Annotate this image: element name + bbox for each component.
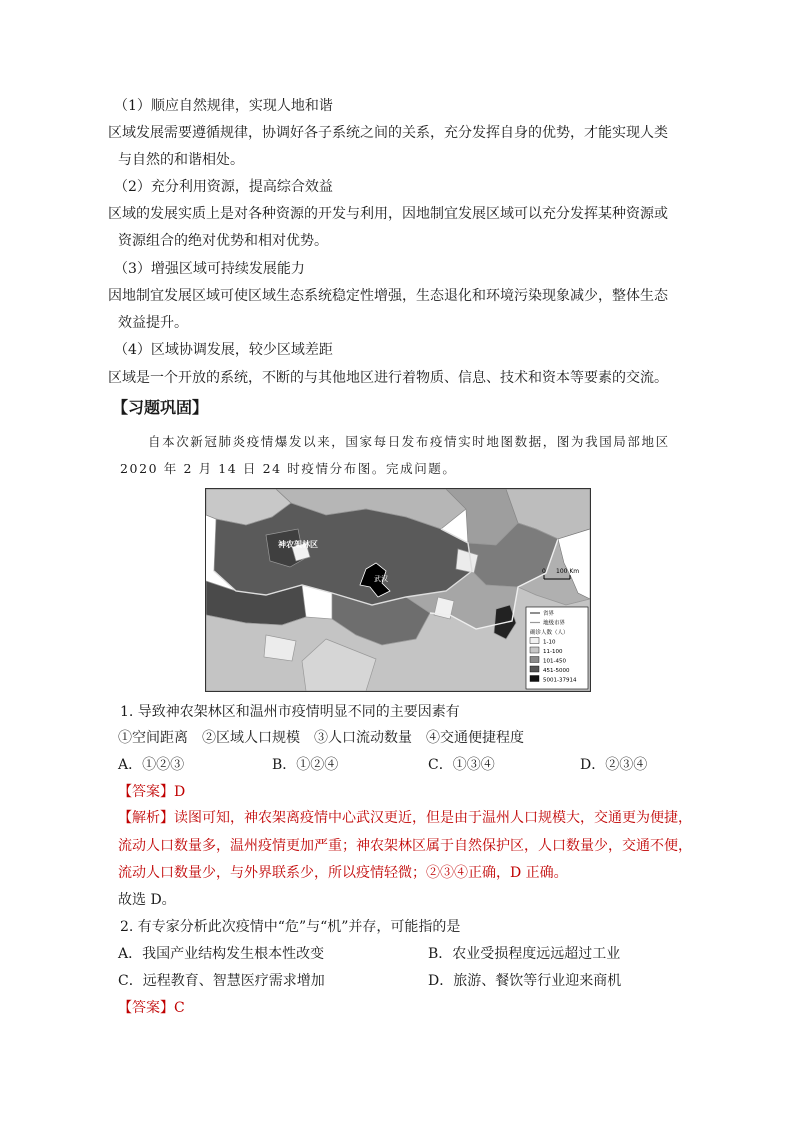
question-1-answer: 【答案】D [118, 784, 186, 800]
paragraph-4-heading: （4）区域协调发展，较少区域差距 [114, 342, 333, 358]
label-wuhan: 武汉 [374, 575, 388, 583]
paragraph-2-heading: （2）充分利用资源，提高综合效益 [114, 179, 333, 195]
question-1-analysis-line-1: 【解析】读图可知，神农架离疫情中心武汉更近，但是由于温州人口规模大，交通更为便捷， [118, 810, 692, 826]
question-1-option-b: B．①②④ [272, 757, 339, 773]
question-2-answer: 【答案】C [118, 1000, 185, 1016]
paragraph-2-line-2: 资源组合的绝对优势和相对优势。 [118, 233, 328, 249]
legend-label-2: 确诊人数（人） [530, 630, 569, 636]
legend-swatch-7 [530, 676, 539, 682]
passage-line-2: 2020 年 2 月 14 日 24 时疫情分布图。完成问题。 [120, 461, 457, 476]
question-2-option-a: A．我国产业结构发生根本性改变 [118, 946, 325, 962]
legend-swatch-5 [530, 657, 539, 663]
legend-label-4: 11-100 [543, 649, 563, 655]
question-1-option-d: D．②③④ [580, 757, 648, 773]
exercise-section-title: 【习题巩固】 [112, 398, 209, 417]
scale-label-zero: 0 [542, 568, 546, 575]
question-1-analysis-line-3: 流动人口数量少，与外界联系少，所以疫情轻微；②③④正确，D 正确。 [118, 865, 568, 881]
label-shennongjia: 神农架林区 [278, 540, 318, 549]
question-2-stem: 2. 有专家分析此次疫情中“危”与“机”并存，可能指的是 [120, 919, 461, 935]
paragraph-2-line-1: 区域的发展实质上是对各种资源的开发与利用，因地制宜发展区域可以充分发挥某种资源或 [108, 206, 668, 222]
question-1-option-c: C．①③④ [428, 757, 495, 773]
scale-label-value: 100 Km [556, 568, 580, 575]
legend-swatch-3 [530, 638, 539, 644]
epidemic-distribution-map [205, 488, 591, 692]
legend-swatch-6 [530, 666, 539, 672]
legend-label-6: 451-5000 [543, 668, 570, 674]
question-1-conclusion: 故选 D。 [118, 892, 176, 908]
map-svg [206, 489, 590, 691]
question-1-stem: 1. 导致神农架林区和温州市疫情明显不同的主要因素有 [120, 704, 460, 720]
legend-label-1: 地级市界 [543, 620, 566, 627]
legend-label-5: 101-450 [543, 658, 566, 665]
legend-label-3: 1-10 [543, 639, 556, 646]
paragraph-4-line-1: 区域是一个开放的系统，不断的与其他地区进行着物质、信息、技术和资本等要素的交流。 [108, 370, 668, 386]
question-1-analysis-line-2: 流动人口数量多，温州疫情更加严重；神农架林区属于自然保护区，人口数量少，交通不便， [118, 838, 692, 854]
paragraph-3-line-1: 因地制宜发展区域可使区域生态系统稳定性增强，生态退化和环境污染现象减少，整体生态 [108, 288, 668, 304]
passage-line-1: 自本次新冠肺炎疫情爆发以来，国家每日发布疫情实时地图数据，图为我国局部地区 [148, 434, 670, 449]
question-1-factors: ①空间距离 ②区域人口规模 ③人口流动数量 ④交通便捷程度 [118, 730, 524, 746]
paragraph-1-line-1: 区域发展需要遵循规律，协调好各子系统之间的关系，充分发挥自身的优势，才能实现人类 [108, 125, 668, 141]
paragraph-3-heading: （3）增强区域可持续发展能力 [114, 261, 305, 277]
question-2-option-c: C．远程教育、智慧医疗需求增加 [118, 973, 325, 989]
question-2-option-d: D．旅游、餐饮等行业迎来商机 [428, 973, 622, 989]
legend-label-0: 省界 [543, 611, 555, 617]
paragraph-1-heading: （1）顺应自然规律，实现人地和谐 [114, 98, 333, 114]
question-1-option-a: A．①②③ [118, 757, 185, 773]
paragraph-3-line-2: 效益提升。 [118, 315, 188, 331]
paragraph-1-line-2: 与自然的和谐相处。 [118, 152, 244, 168]
question-2-option-b: B．农业受损程度远远超过工业 [428, 946, 621, 962]
legend-swatch-4 [530, 647, 539, 653]
legend-label-7: 5001-37914 [543, 677, 577, 684]
